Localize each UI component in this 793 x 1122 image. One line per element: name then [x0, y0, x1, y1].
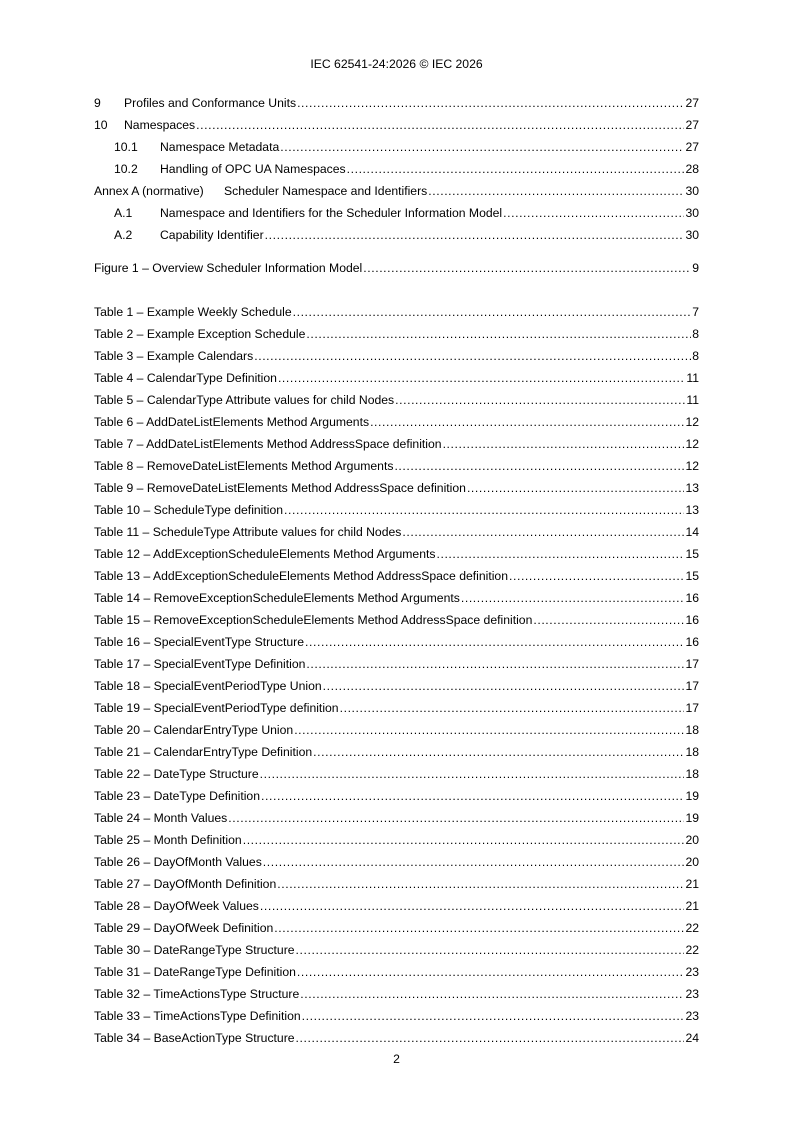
toc-entry-title: Table 11 – ScheduleType Attribute values for child Nodes — [94, 525, 402, 539]
toc-entry[interactable] — [94, 95, 699, 111]
dot-leader — [274, 920, 684, 936]
toc-entry-page: 27 — [685, 140, 699, 154]
toc-entry[interactable] — [94, 546, 699, 562]
toc-entry[interactable] — [94, 920, 699, 936]
toc-entry-page: 16 — [685, 635, 699, 649]
toc-entry-title: Scheduler Namespace and Identifiers — [224, 184, 428, 198]
toc-entry-title: Table 22 – DateType Structure — [94, 767, 259, 781]
dot-leader — [467, 480, 685, 496]
dot-leader — [261, 788, 684, 804]
toc-entry-page: 27 — [685, 118, 699, 132]
toc-entry[interactable] — [94, 766, 699, 782]
dot-leader — [277, 876, 684, 892]
toc-entry-page: 20 — [685, 833, 699, 847]
toc-entry-title: Table 28 – DayOfWeek Values — [94, 899, 259, 913]
dot-leader — [297, 95, 684, 111]
dot-leader — [296, 942, 685, 958]
toc-entry-title: Table 3 – Example Calendars — [94, 349, 254, 363]
dot-leader — [263, 854, 685, 870]
toc-entry-title: Table 9 – RemoveDateListElements Method AddressSpace definition — [94, 481, 466, 495]
toc-entry-page: 23 — [685, 1009, 699, 1023]
toc-entry-page: 22 — [685, 921, 699, 935]
toc-entry-page: 22 — [685, 943, 699, 957]
toc-entry-title: Table 26 – DayOfMonth Values — [94, 855, 262, 869]
toc-entry[interactable] — [94, 304, 699, 320]
toc-entry[interactable] — [94, 458, 699, 474]
dot-leader — [436, 546, 684, 562]
toc-entry-title: Table 23 – DateType Definition — [94, 789, 260, 803]
toc-entry-page: 8 — [692, 349, 699, 363]
toc-entry-title: Table 34 – BaseActionType Structure — [94, 1031, 295, 1045]
toc-entry-page: 20 — [685, 855, 699, 869]
toc-entry-title: Figure 1 – Overview Scheduler Information Model — [94, 261, 363, 275]
dot-leader — [296, 1030, 685, 1046]
toc-entry-title: Namespaces — [124, 118, 196, 132]
toc-entry-title: Table 16 – SpecialEventType Structure — [94, 635, 305, 649]
dot-leader — [443, 436, 685, 452]
toc-entry[interactable] — [94, 810, 699, 826]
dot-leader — [306, 326, 691, 342]
toc-entry-page: 24 — [685, 1031, 699, 1045]
toc-entry-page: 8 — [692, 327, 699, 341]
toc-entry[interactable] — [114, 139, 699, 155]
dot-leader — [297, 964, 685, 980]
toc-entry-title: Table 20 – CalendarEntryType Union — [94, 723, 294, 737]
toc-entry-title: Table 13 – AddExceptionScheduleElements Method AddressSpace definition — [94, 569, 508, 583]
dot-leader — [254, 348, 691, 364]
toc-entry-page: 7 — [692, 305, 699, 319]
toc-entry[interactable] — [94, 964, 699, 980]
toc-entry[interactable] — [94, 854, 699, 870]
toc-entry-title: Table 31 – DateRangeType Definition — [94, 965, 296, 979]
toc-entry-title: Profiles and Conformance Units — [124, 96, 297, 110]
toc-entry[interactable] — [114, 205, 699, 221]
toc-entry-page: 12 — [685, 437, 699, 451]
dot-leader — [428, 183, 684, 199]
toc-entry-page: 14 — [685, 525, 699, 539]
toc-entry-title: Table 32 – TimeActionsType Structure — [94, 987, 300, 1001]
page-number: 2 — [393, 1052, 400, 1066]
dot-leader — [294, 722, 684, 738]
toc-entry-number: A.1 — [114, 206, 133, 220]
toc-entry-title: Table 14 – RemoveExceptionScheduleElements Method Arguments — [94, 591, 460, 605]
toc-entry-page: 12 — [685, 459, 699, 473]
toc-entry-title: Table 18 – SpecialEventPeriodType Union — [94, 679, 322, 693]
toc-entry[interactable] — [94, 436, 699, 452]
dot-leader — [284, 502, 684, 518]
toc-entry-page: 28 — [685, 162, 699, 176]
dot-leader — [402, 524, 684, 540]
toc-entry[interactable] — [94, 656, 699, 672]
toc-entry[interactable] — [94, 414, 699, 430]
toc-entry-title: Table 29 – DayOfWeek Definition — [94, 921, 274, 935]
toc-entry-page: 12 — [685, 415, 699, 429]
dot-leader — [302, 1008, 685, 1024]
toc-entry-page: 9 — [692, 261, 699, 275]
dot-leader — [278, 370, 685, 386]
toc-entry-page: 18 — [685, 745, 699, 759]
toc-entry[interactable] — [94, 788, 699, 804]
toc-entry-title: Table 27 – DayOfMonth Definition — [94, 877, 277, 891]
toc-entry-title: Table 7 – AddDateListElements Method AddressSpace definition — [94, 437, 442, 451]
dot-leader — [370, 414, 684, 430]
toc-entry-title: Table 8 – RemoveDateListElements Method Arguments — [94, 459, 394, 473]
toc-entry[interactable] — [114, 227, 699, 243]
toc-entry[interactable] — [94, 1008, 699, 1024]
toc-entry-page: 15 — [685, 547, 699, 561]
toc-entry[interactable] — [94, 832, 699, 848]
toc-entry[interactable] — [94, 348, 699, 364]
toc-entry[interactable] — [94, 370, 699, 386]
toc-entry-number: 10 — [94, 118, 108, 132]
toc-entry[interactable] — [94, 898, 699, 914]
toc-entry-number: A.2 — [114, 228, 133, 242]
dot-leader — [395, 392, 685, 408]
toc-entry[interactable] — [94, 634, 699, 650]
toc-entry-page: 21 — [685, 899, 699, 913]
toc-entry[interactable] — [94, 117, 699, 133]
toc-entry-number: 10.1 — [114, 140, 138, 154]
toc-entry-number: Annex A (normative) — [94, 184, 204, 198]
toc-entry-page: 13 — [685, 481, 699, 495]
toc-entry-page: 16 — [685, 613, 699, 627]
toc-entry-page: 19 — [685, 789, 699, 803]
toc-entry-page: 11 — [686, 371, 699, 385]
toc-entry-page: 17 — [685, 701, 699, 715]
toc-entry[interactable] — [114, 161, 699, 177]
toc-entry-page: 21 — [685, 877, 699, 891]
toc-entry-page: 18 — [685, 767, 699, 781]
toc-entry[interactable] — [94, 1030, 699, 1046]
toc-entry-title: Table 25 – Month Definition — [94, 833, 242, 847]
toc-entry-title: Table 4 – CalendarType Definition — [94, 371, 277, 385]
dot-leader — [265, 227, 685, 243]
toc-entry-title: Table 5 – CalendarType Attribute values for child Nodes — [94, 393, 395, 407]
toc-entry[interactable] — [94, 502, 699, 518]
toc-entry-title: Handling of OPC UA Namespaces — [160, 162, 346, 176]
toc-entry[interactable] — [94, 986, 699, 1002]
dot-leader — [228, 810, 684, 826]
toc-entry[interactable] — [94, 744, 699, 760]
toc-entry-page: 11 — [686, 393, 699, 407]
toc-entry-title: Table 17 – SpecialEventType Definition — [94, 657, 306, 671]
dot-leader — [313, 744, 684, 760]
dot-leader — [509, 568, 684, 584]
toc-entry-page: 17 — [685, 657, 699, 671]
toc-entry-title: Table 12 – AddExceptionScheduleElements Method Arguments — [94, 547, 436, 561]
toc-entry[interactable] — [94, 722, 699, 738]
dot-leader — [394, 458, 684, 474]
dot-leader — [363, 260, 691, 276]
page-header: IEC 62541-24:2026 © IEC 2026 — [310, 57, 483, 71]
toc-entry-page: 30 — [685, 228, 699, 242]
toc-entry-number: 9 — [94, 96, 101, 110]
toc-entry-page: 23 — [685, 965, 699, 979]
dot-leader — [260, 766, 685, 782]
toc-entry-title: Table 6 – AddDateListElements Method Arguments — [94, 415, 370, 429]
toc-entry-page: 18 — [685, 723, 699, 737]
dot-leader — [461, 590, 685, 606]
dot-leader — [347, 161, 685, 177]
dot-leader — [260, 898, 685, 914]
toc-entry-title: Namespace and Identifiers for the Scheduler Information Model — [160, 206, 503, 220]
toc-entry[interactable] — [94, 480, 699, 496]
toc-entry[interactable] — [94, 700, 699, 716]
toc-entry[interactable] — [94, 678, 699, 694]
toc-entry-page: 27 — [685, 96, 699, 110]
toc-entry[interactable] — [94, 590, 699, 606]
toc-entry-page: 13 — [685, 503, 699, 517]
dot-leader — [243, 832, 685, 848]
toc-entry-title: Table 19 – SpecialEventPeriodType definition — [94, 701, 339, 715]
toc-entry-title: Table 21 – CalendarEntryType Definition — [94, 745, 313, 759]
toc-entry-title: Table 2 – Example Exception Schedule — [94, 327, 306, 341]
dot-leader — [503, 205, 684, 221]
toc-entry-page: 19 — [685, 811, 699, 825]
toc-entry[interactable] — [94, 612, 699, 628]
toc-entry[interactable] — [94, 568, 699, 584]
toc-entry-title: Table 24 – Month Values — [94, 811, 228, 825]
toc-entry-title: Table 30 – DateRangeType Structure — [94, 943, 295, 957]
toc-entry-page: 30 — [685, 206, 699, 220]
toc-entry[interactable] — [94, 183, 699, 199]
toc-entry[interactable] — [94, 942, 699, 958]
toc-entry-page: 16 — [685, 591, 699, 605]
toc-entry-page: 17 — [685, 679, 699, 693]
dot-leader — [293, 304, 692, 320]
dot-leader — [306, 656, 684, 672]
toc-entry-title: Table 15 – RemoveExceptionScheduleElements Method AddressSpace definition — [94, 613, 533, 627]
dot-leader — [300, 986, 684, 1002]
toc-entry-page: 15 — [685, 569, 699, 583]
toc-entry-page: 30 — [685, 184, 699, 198]
toc-entry-title: Table 33 – TimeActionsType Definition — [94, 1009, 301, 1023]
toc-entry[interactable] — [94, 260, 699, 276]
toc-entry[interactable] — [94, 392, 699, 408]
toc-entry[interactable] — [94, 326, 699, 342]
toc-entry-number: 10.2 — [114, 162, 138, 176]
toc-entry-title: Namespace Metadata — [160, 140, 280, 154]
toc-entry-title: Capability Identifier — [160, 228, 264, 242]
toc-entry-page: 23 — [685, 987, 699, 1001]
toc-entry-title: Table 1 – Example Weekly Schedule — [94, 305, 292, 319]
dot-leader — [323, 678, 685, 694]
dot-leader — [340, 700, 685, 716]
toc-entry-title: Table 10 – ScheduleType definition — [94, 503, 284, 517]
toc-entry[interactable] — [94, 876, 699, 892]
dot-leader — [305, 634, 684, 650]
dot-leader — [280, 139, 684, 155]
dot-leader — [533, 612, 684, 628]
toc-entry[interactable] — [94, 524, 699, 540]
dot-leader — [196, 117, 684, 133]
